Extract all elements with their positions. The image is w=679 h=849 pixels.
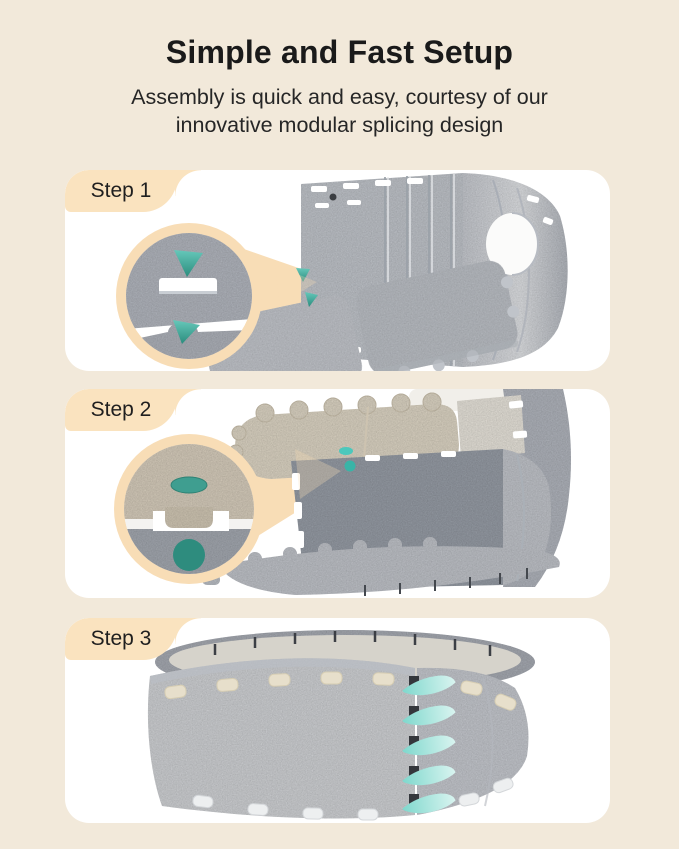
teal-circle-icon	[173, 539, 205, 571]
vent-hole	[330, 194, 337, 201]
step-2-badge	[65, 389, 177, 431]
subtitle-line-1: Assembly is quick and easy, courtesy of our	[131, 85, 548, 109]
page-title: Simple and Fast Setup	[165, 34, 514, 70]
step-3-badge	[65, 618, 177, 660]
teal-oval-icon	[171, 477, 207, 493]
step-3-panel	[65, 618, 610, 823]
step-1-badge	[65, 170, 177, 212]
step-2-label: Step 2	[90, 398, 152, 421]
step-2-panel	[65, 389, 610, 598]
teal-oval-marker	[339, 447, 353, 455]
step-3-label: Step 3	[90, 627, 152, 650]
subtitle-line-2: innovative modular splicing design	[175, 113, 504, 137]
step-1-panel	[65, 170, 610, 371]
page-subtitle	[90, 83, 590, 139]
step-1-label: Step 1	[90, 179, 152, 202]
teal-dot-marker	[345, 461, 356, 472]
step3-product	[148, 630, 535, 820]
step1-magnifier	[116, 223, 262, 369]
